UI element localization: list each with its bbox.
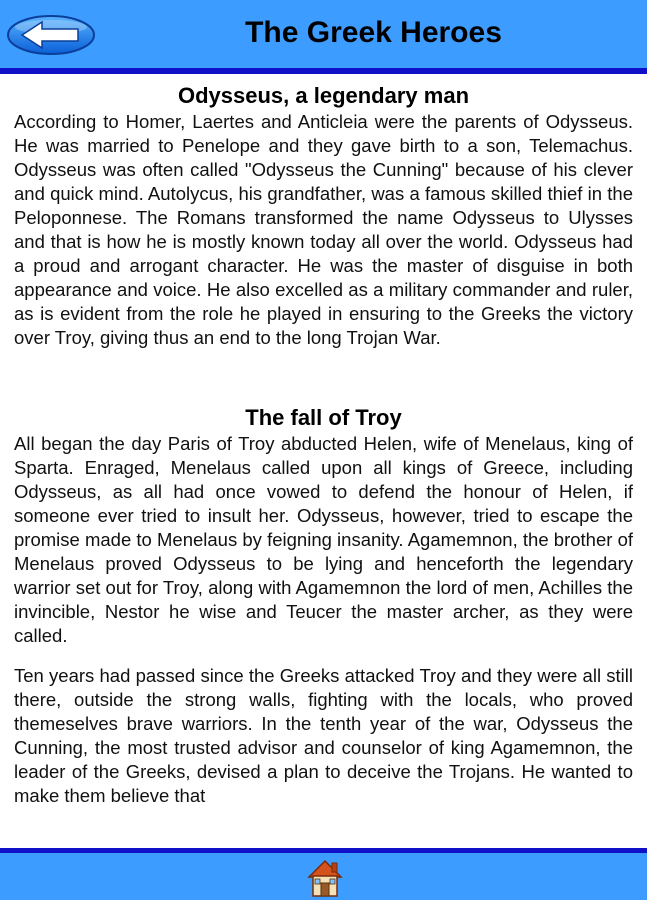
top-bar: [0, 0, 647, 74]
paragraph: According to Homer, Laertes and Anticleia were the parents of Odysseus. He was married to Penelope and they gave birth to a son, Telemachus. Odysseus was often called "Odysseus the Cunning" because of his clever and quick mind. Autolycus, his grandfather, was a famous skilled thief in the Peloponnese. The Romans transformed the name Odysseus to Ulysses and that is how he is mostly known today all over the world. Odysseus had a proud and arrogant character. He was the master of disguise in both appearance and voice. He also excelled as a military commander and ruler, as is evident from the role he played in ensuring to the Greeks the victory over Troy, giving thus an end to the long Trojan War.: [14, 111, 633, 348]
paragraph: All began the day Paris of Troy abducted Helen, wife of Menelaus, king of Sparta. Enraged, Menelaus called upon all kings of Greece, including Odysseus, as all had once vowed to defend the honour of Helen, if someone ever tried to insult her. Odysseus, however, tried to escape the promise made to Menelaus by feigning insanity. Agamemnon, the brother of Menelaus proved Odysseus to be lying and henceforth the legendary warrior set out for Troy, along with Agamemnon the lord of men, Achilles the invincible, Nestor he wise and Teucer the master archer, as they were called.: [14, 433, 633, 646]
paragraph: Ten years had passed since the Greeks attacked Troy and they were all still there, outside the strong walls, fighting with the locals, who proved themeselves brave warriors. In the tenth year of the war, Odysseus the Cunning, the most trusted advisor and counselor of king Agamemnon, the leader of the Greeks, devised a plan to deceive the Trojans. He wanted to make them believe that: [14, 665, 633, 806]
article-scroll-area[interactable]: [0, 74, 647, 848]
section-spacer: [14, 366, 633, 404]
home-icon: [305, 857, 345, 899]
article: [0, 74, 647, 808]
bottom-bar: [0, 848, 647, 900]
page-title: The Greek Heroes: [245, 16, 502, 49]
section-title: Odysseus, a legendary man: [177, 83, 470, 108]
section-title: The fall of Troy: [245, 405, 402, 430]
home-button[interactable]: [305, 857, 345, 899]
